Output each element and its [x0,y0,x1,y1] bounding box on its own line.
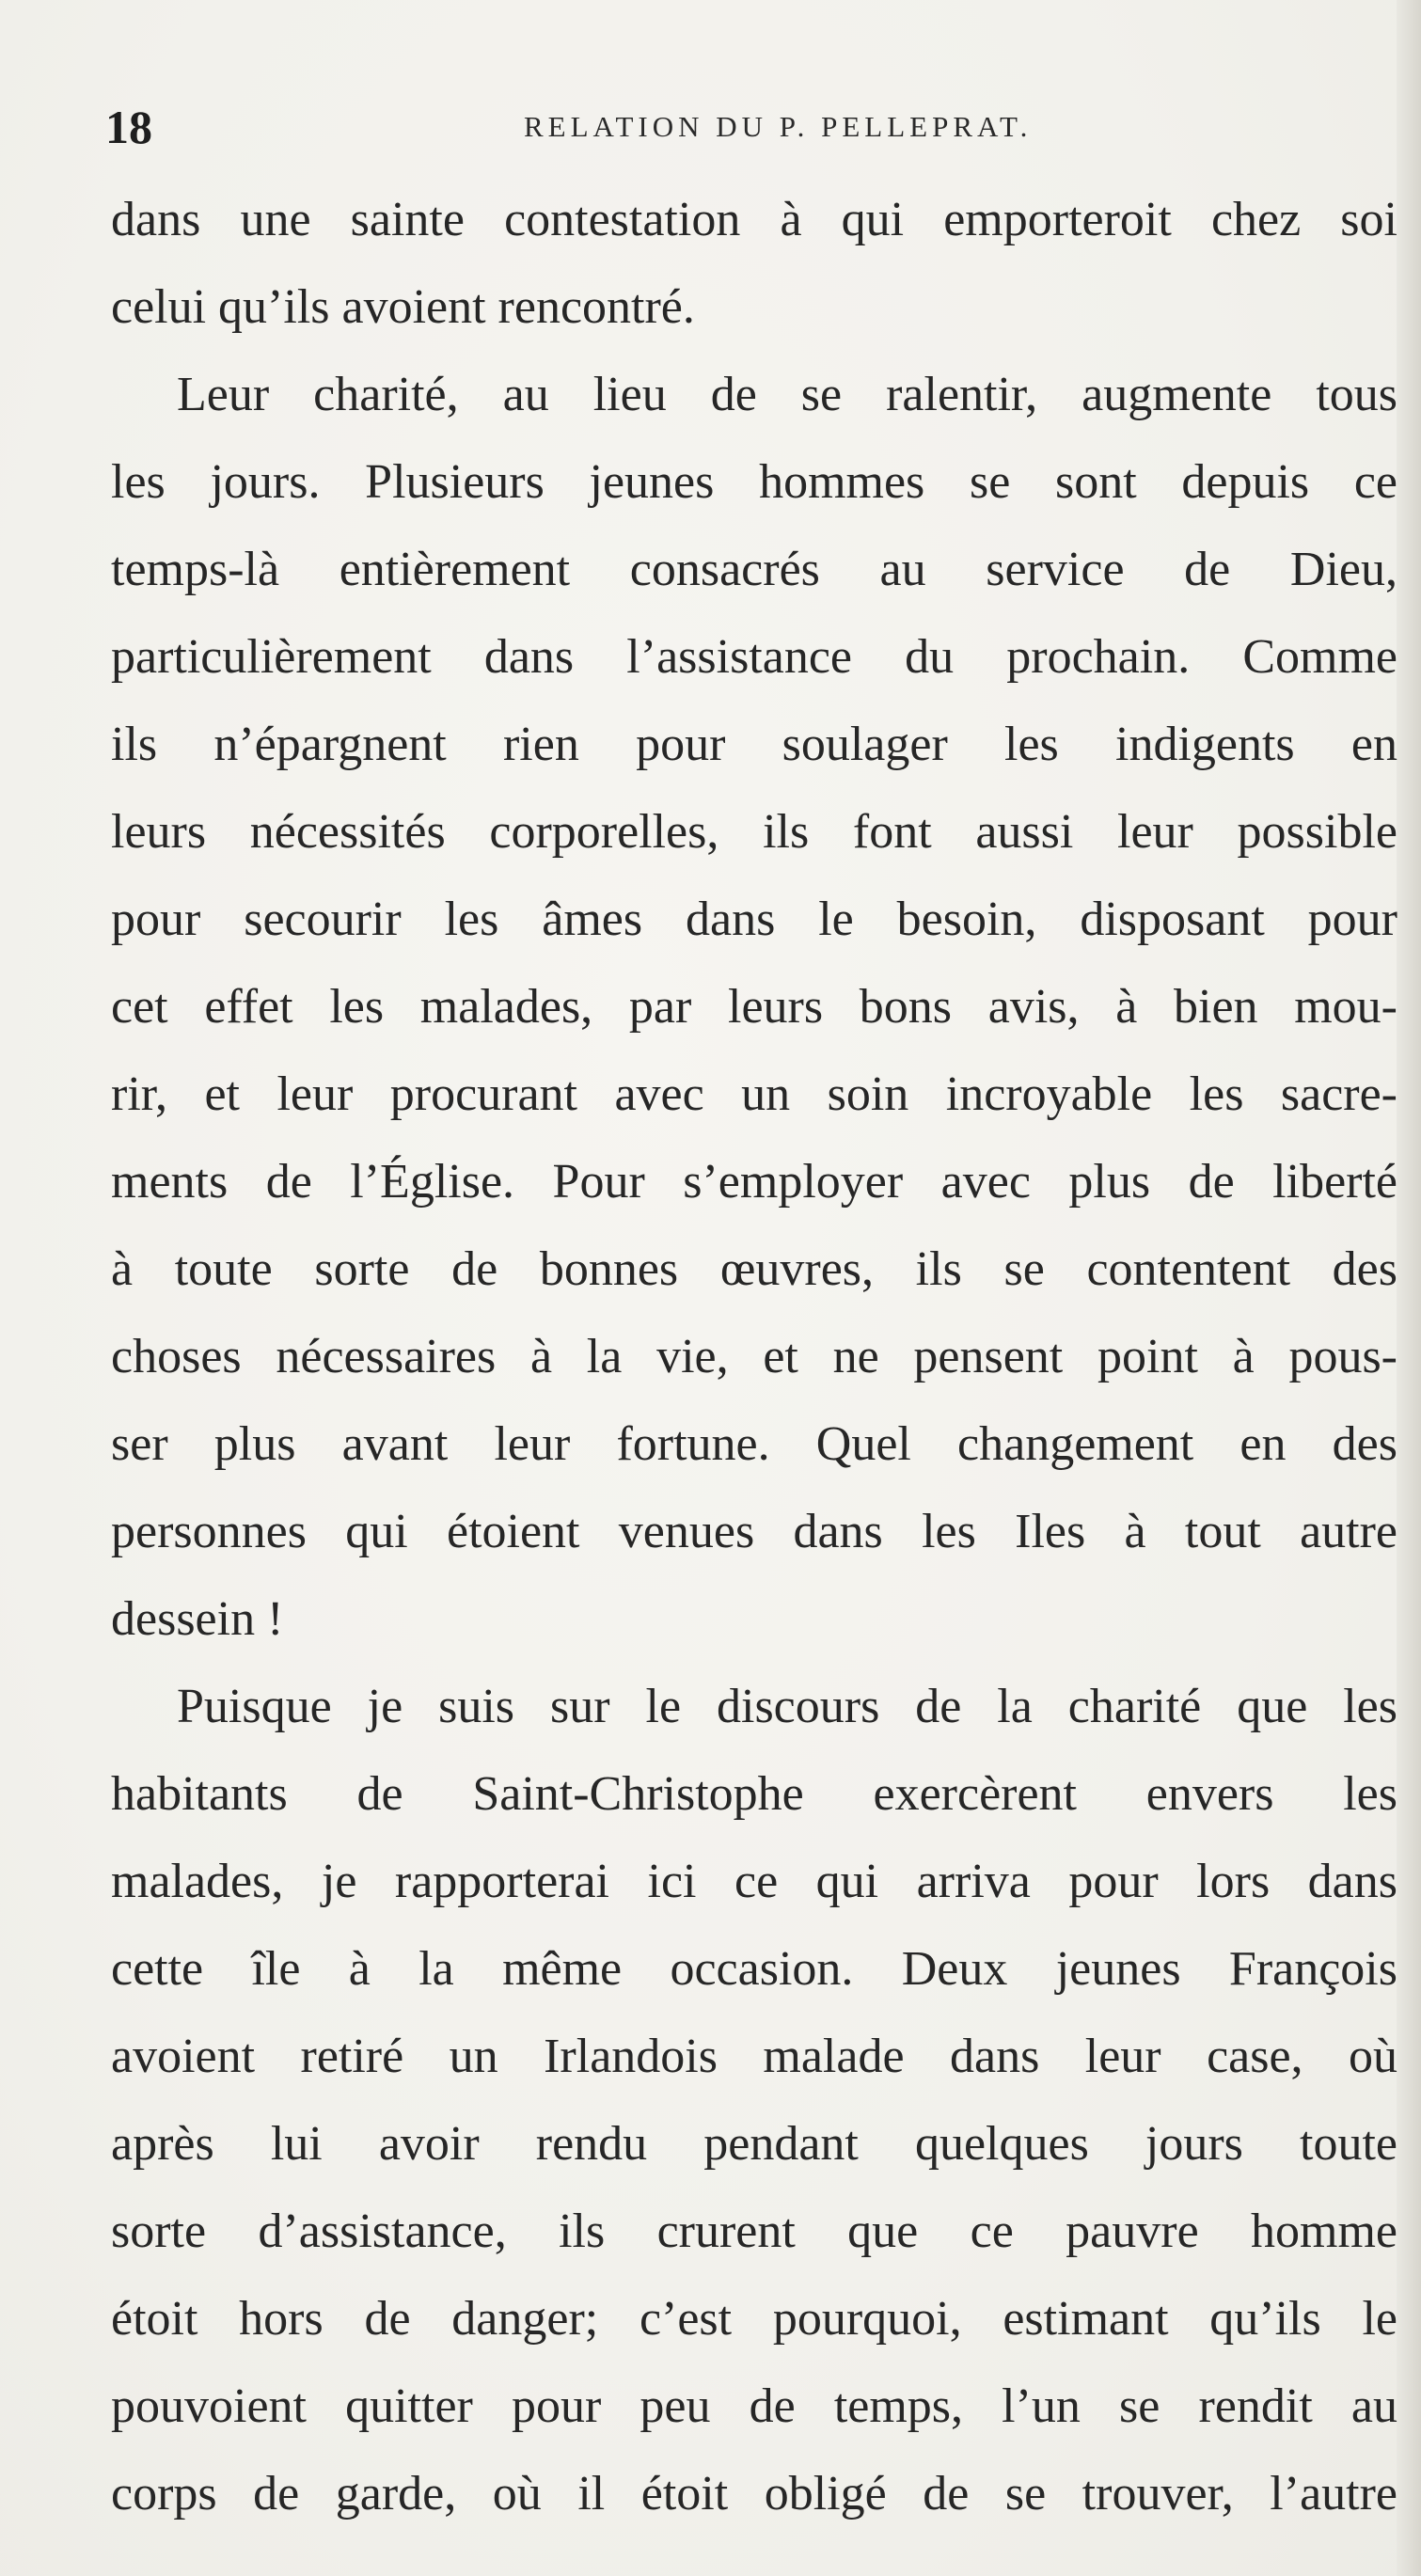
text-line: corps de garde, où il étoit obligé de se trouver, l’autre [111,2467,1397,2521]
page-number: 18 [105,101,152,153]
text-line: à toute sorte de bonnes œuvres, ils se contentent des [111,1242,1397,1296]
text-line: ser plus avant leur fortune. Quel changement en des [111,1417,1397,1471]
text-line: Leur charité, au lieu de se ralentir, augmente tous [177,368,1397,421]
text-line: celui qu’ils avoient rencontré. [111,280,695,334]
text-line: habitants de Saint-Christophe exercèrent envers les [111,1767,1397,1821]
text-line: pour secourir les âmes dans le besoin, disposant pour [111,893,1397,946]
running-head: RELATION DU P. PELLEPRAT. [524,110,1033,143]
text-line: Puisque je suis sur le discours de la charité que les [177,1680,1397,1733]
body-text [111,176,1397,2537]
text-line: cette île à la même occasion. Deux jeunes François [111,1942,1397,1996]
text-line: cet effet les malades, par leurs bons avis, à bien mou- [111,980,1397,1034]
text-line: les jours. Plusieurs jeunes hommes se sont depuis ce [111,455,1397,509]
text-line: étoit hors de danger; c’est pourquoi, estimant qu’ils le [111,2292,1397,2346]
text-line: avoient retiré un Irlandois malade dans leur case, où [111,2030,1397,2083]
page-header [105,94,1394,160]
text-line: dessein ! [111,1592,284,1646]
text-line: personnes qui étoient venues dans les Iles à tout autre [111,1505,1397,1558]
text-line: dans une sainte contestation à qui emporteroit chez soi [111,193,1397,246]
text-line: ments de l’Église. Pour s’employer avec plus de liberté [111,1155,1397,1209]
text-line: temps-là entièrement consacrés au service de Dieu, [111,543,1397,596]
text-line: après lui avoir rendu pendant quelques jours toute [111,2117,1397,2171]
page-edge-shadow [1397,0,1421,2576]
text-line: malades, je rapporterai ici ce qui arriva pour lors dans [111,1855,1397,1908]
text-line: ils n’épargnent rien pour soulager les indigents en [111,718,1397,771]
text-line: pouvoient quitter pour peu de temps, l’un se rendit au [111,2379,1397,2433]
text-line: leurs nécessités corporelles, ils font aussi leur possible [111,805,1397,859]
text-line: rir, et leur procurant avec un soin incroyable les sacre- [111,1067,1397,1121]
text-line: sorte d’assistance, ils crurent que ce pauvre homme [111,2205,1397,2258]
text-line: choses nécessaires à la vie, et ne pensent point à pous- [111,1330,1397,1383]
text-line: particulièrement dans l’assistance du prochain. Comme [111,630,1397,684]
